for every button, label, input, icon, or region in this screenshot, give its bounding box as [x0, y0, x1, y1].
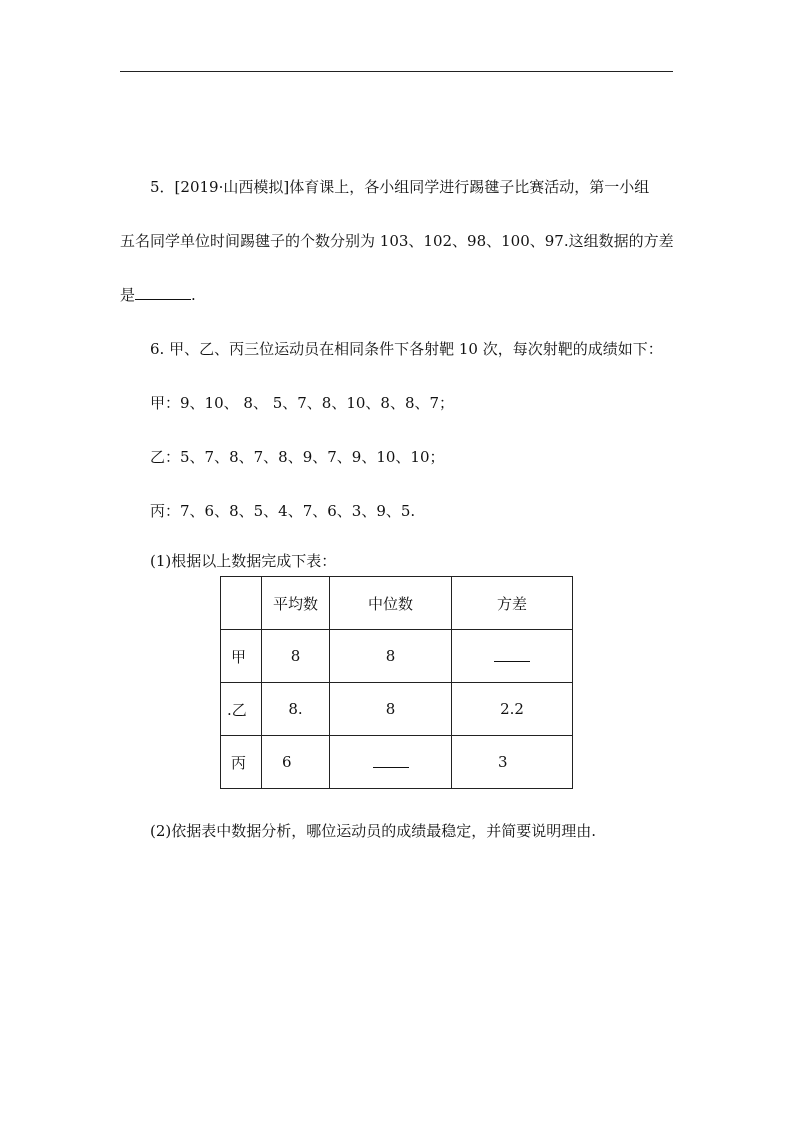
row-mean: 6 — [262, 736, 330, 789]
q6-part-1: (1)根据以上数据完成下表： — [150, 552, 337, 570]
row-variance: 2.2 — [452, 683, 573, 736]
row-median: 8 — [330, 630, 452, 683]
q6-jia-scores: 甲：9、10、 8、 5、7、8、10、8、8、7； — [150, 394, 455, 412]
variance-answer-blank[interactable] — [494, 647, 530, 662]
q6-intro: 6. 甲、乙、丙三位运动员在相同条件下各射靶 10 次，每次射靶的成绩如下： — [150, 340, 663, 358]
q5-answer-blank[interactable] — [135, 285, 191, 300]
row-median: 8 — [330, 683, 452, 736]
row-median — [330, 736, 452, 789]
q6-bing-scores: 丙：7、6、8、5、4、7、6、3、9、5. — [150, 502, 416, 520]
row-mean: 8 — [262, 630, 330, 683]
table-header-row — [221, 577, 573, 630]
q5-line-3-suffix: . — [191, 286, 196, 304]
q6-yi-scores: 乙：5、7、8、7、8、9、7、9、10、10； — [150, 448, 445, 466]
row-name: .乙 — [221, 683, 262, 736]
q6-part-2: (2)依据表中数据分析，哪位运动员的成绩最稳定，并简要说明理由. — [150, 822, 597, 840]
q5-line-1: 5．[2019·山西模拟]体育课上，各小组同学进行踢毽子比赛活动，第一小组 — [150, 178, 650, 196]
row-name: 甲 — [221, 630, 262, 683]
table-header-variance: 方差 — [452, 577, 573, 630]
q5-line-3 — [120, 285, 196, 305]
q5-line-2: 五名同学单位时间踢毽子的个数分别为 103、102、98、100、97.这组数据的方差 — [120, 232, 674, 250]
row-variance: 3 — [452, 736, 573, 789]
header-rule — [120, 71, 673, 72]
table-header-corner — [221, 577, 262, 630]
row-variance — [452, 630, 573, 683]
table-row — [221, 630, 573, 683]
row-mean: 8. — [262, 683, 330, 736]
table-row — [221, 736, 573, 789]
stats-table — [220, 576, 573, 789]
table-header-median: 中位数 — [330, 577, 452, 630]
table-header-mean: 平均数 — [262, 577, 330, 630]
row-name: 丙 — [221, 736, 262, 789]
median-answer-blank[interactable] — [373, 753, 409, 768]
q5-line-3-prefix: 是 — [120, 286, 136, 304]
table-row — [221, 683, 573, 736]
